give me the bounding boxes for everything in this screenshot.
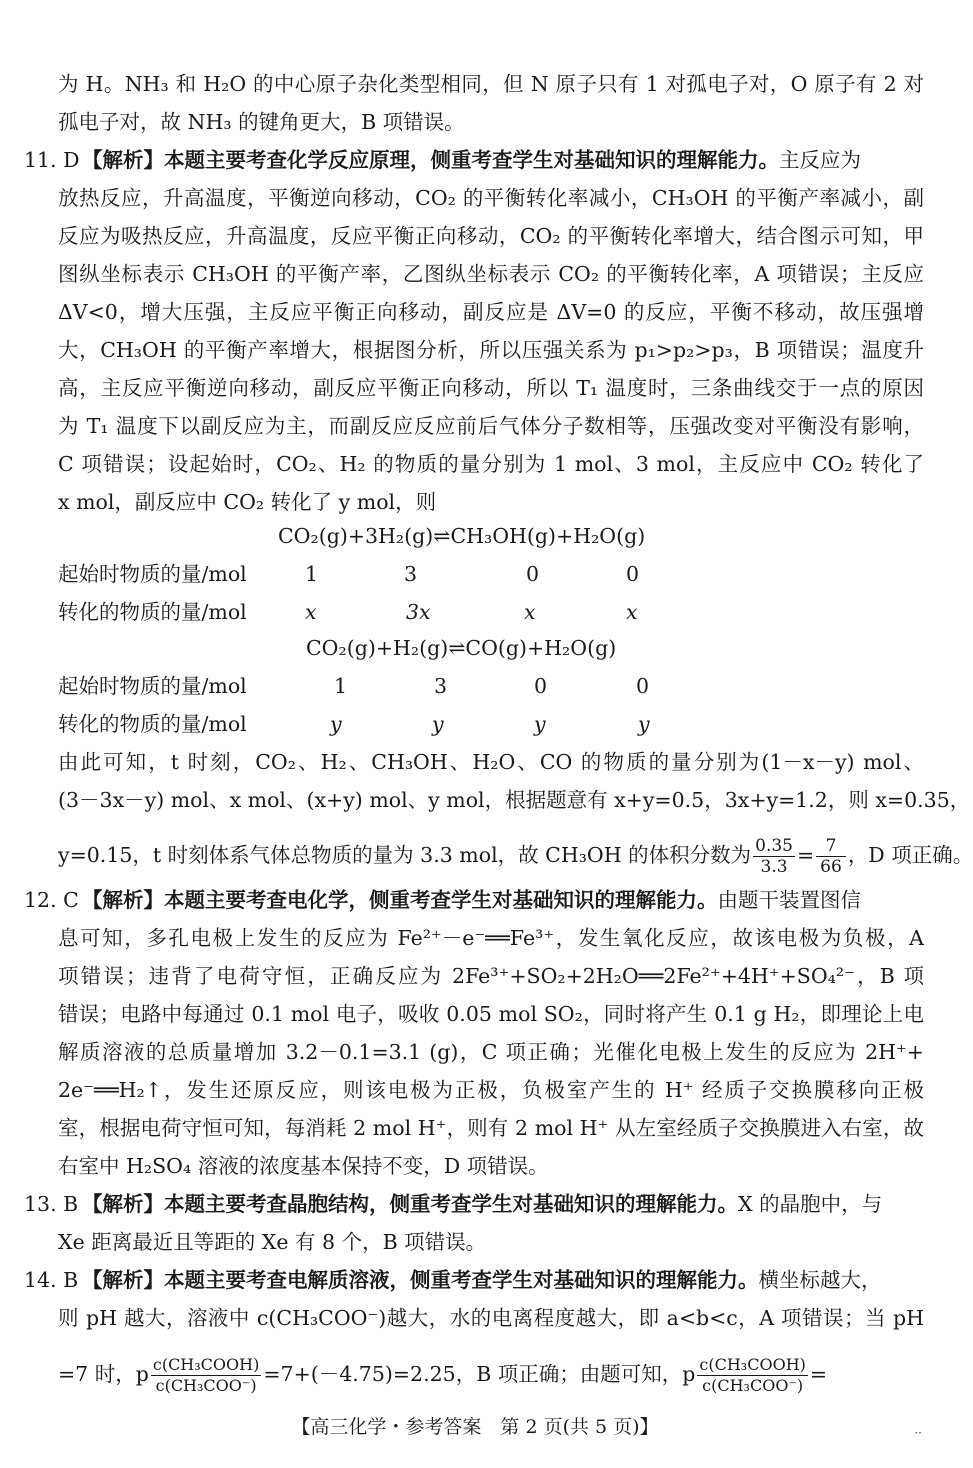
- fraction-denominator: 3.3: [760, 857, 788, 877]
- analysis-title: 【解析】本题主要考查电解质溶液，侧重考查学生对基础知识的理解能力。: [82, 1268, 759, 1292]
- table-cell: 3: [434, 674, 448, 698]
- analysis-header-13: [82, 1190, 924, 1218]
- text-line: 由此可知，t 时刻，CO₂、H₂、CH₃OH、H₂O、CO 的物质的量分别为(1－x－y) mol、: [58, 750, 924, 774]
- text-line: 孤电子对，故 NH₃ 的键角更大，B 项错误。: [58, 110, 465, 134]
- question-number-13: 13. B: [24, 1192, 79, 1216]
- text-line: 2e⁻══H₂↑，发生还原反应，则该电极为正极，负极室产生的 H⁺ 经质子交换膜移向正极: [58, 1078, 924, 1102]
- text-segment: ，D 项正确。: [847, 843, 973, 867]
- text-line: 大，CH₃OH 的平衡产率增大，根据图分析，所以压强关系为 p₁>p₂>p₃，B 项错误；温度升: [58, 338, 924, 362]
- text-line: 解质溶液的总质量增加 3.2－0.1=3.1 (g)，C 项正确；光催化电极上发生的反应为 2H⁺+: [58, 1040, 924, 1064]
- table-cell: y: [638, 712, 650, 736]
- table-cell: x: [524, 600, 536, 624]
- table-cell: 0: [636, 674, 650, 698]
- fraction: [697, 1355, 807, 1396]
- start-amount-label: 起始时物质的量/mol: [58, 562, 247, 586]
- text-line: 为 H。NH₃ 和 H₂O 的中心原子杂化类型相同，但 N 原子只有 1 对孤电子对，O 原子有 2 对: [58, 72, 924, 96]
- table-cell: x: [305, 600, 317, 624]
- fraction-denominator: c(CH₃COO⁻): [155, 1376, 257, 1395]
- fraction: [151, 1355, 261, 1396]
- text-segment: =7 时，p: [58, 1362, 149, 1386]
- analysis-text: 主反应为: [779, 148, 861, 172]
- text-line: 室，根据电荷守恒可知，每消耗 2 mol H⁺，则有 2 mol H⁺ 从左室经质子交换膜进入右室，故: [58, 1116, 924, 1140]
- corner-mark: ··: [914, 1426, 922, 1440]
- analysis-title: 【解析】本题主要考查晶胞结构，侧重考查学生对基础知识的理解能力。: [82, 1192, 738, 1216]
- change-amount-label: 转化的物质的量/mol: [58, 712, 247, 736]
- text-line: 放热反应，升高温度，平衡逆向移动，CO₂ 的平衡转化率减小，CH₃OH 的平衡产率减小，副: [58, 186, 924, 210]
- text-line: 右室中 H₂SO₄ 溶液的浓度基本保持不变，D 项错误。: [58, 1154, 549, 1178]
- change-amount-label: 转化的物质的量/mol: [58, 600, 247, 624]
- text-segment: y=0.15，t 时刻体系气体总物质的量为 3.3 mol，故 CH₃OH 的体积分数为: [58, 843, 752, 867]
- question-number-14: 14. B: [24, 1268, 79, 1292]
- fraction: [816, 836, 846, 877]
- table-cell: y: [330, 712, 342, 736]
- fraction-denominator: c(CH₃COO⁻): [702, 1376, 804, 1395]
- text-line: 息可知，多孔电极上发生的反应为 Fe²⁺－e⁻══Fe³⁺，发生氧化反应，故该电极为负极，A: [58, 926, 924, 950]
- analysis-header-11: [82, 146, 924, 174]
- table-cell: 0: [526, 562, 540, 586]
- analysis-title: 【解析】本题主要考查化学反应原理，侧重考查学生对基础知识的理解能力。: [82, 148, 779, 172]
- text-segment: =: [809, 1362, 828, 1386]
- text-line: 反应为吸热反应，升高温度，反应平衡正向移动，CO₂ 的平衡转化率增大，结合图示可知，甲: [58, 224, 924, 248]
- fraction-numerator: 7: [816, 836, 846, 857]
- side-reaction-equation: CO₂(g)+H₂(g)⇌CO(g)+H₂O(g): [306, 636, 617, 660]
- table-cell: 3: [404, 562, 418, 586]
- fraction-denominator: 66: [820, 857, 842, 877]
- text-segment: =7+(－4.75)=2.25，B 项正确；由题可知，p: [263, 1362, 696, 1386]
- text-line: x mol，副反应中 CO₂ 转化了 y mol，则: [58, 490, 437, 514]
- text-line: 高，主反应平衡逆向移动，副反应平衡正向移动，所以 T₁ 温度时，三条曲线交于一点的原因: [58, 376, 924, 400]
- text-line: 则 pH 越大，溶液中 c(CH₃COO⁻)越大，水的电离程度越大，即 a<b<c，A 项错误；当 pH: [58, 1306, 924, 1330]
- page-footer: 【高三化学・参考答案 第 2 页(共 5 页)】: [291, 1416, 659, 1438]
- fraction-line: [58, 1350, 924, 1398]
- start-amount-label: 起始时物质的量/mol: [58, 674, 247, 698]
- table-cell: 3x: [406, 600, 431, 624]
- table-cell: 1: [305, 562, 319, 586]
- text-line: (3－3x－y) mol、x mol、(x+y) mol、y mol，根据题意有 x+y=0.5，3x+y=1.2，则 x=0.35，: [58, 788, 971, 812]
- analysis-text: 横坐标越大，: [758, 1268, 882, 1292]
- table-cell: y: [432, 712, 444, 736]
- table-cell: y: [534, 712, 546, 736]
- table-cell: 0: [626, 562, 640, 586]
- table-cell: 1: [334, 674, 348, 698]
- fraction-numerator: 0.35: [755, 836, 793, 856]
- text-line: 项错误；违背了电荷守恒，正确反应为 2Fe³⁺+SO₂+2H₂O══2Fe²⁺+4H⁺+SO₄²⁻，B 项: [58, 964, 924, 988]
- table-cell: 0: [534, 674, 548, 698]
- text-line: Xe 距离最近且等距的 Xe 有 8 个，B 项错误。: [58, 1230, 487, 1254]
- analysis-header-14: [82, 1266, 924, 1294]
- analysis-title: 【解析】本题主要考查电化学，侧重考查学生对基础知识的理解能力。: [82, 888, 718, 912]
- question-number-12: 12. C: [24, 888, 79, 912]
- question-number-11: 11. D: [24, 148, 80, 172]
- analysis-text: X 的晶胞中，与: [738, 1192, 883, 1216]
- text-line: 错误；电路中每通过 0.1 mol 电子，吸收 0.05 mol SO₂，同时将产生 0.1 g H₂，即理论上电: [58, 1002, 924, 1026]
- main-reaction-equation: CO₂(g)+3H₂(g)⇌CH₃OH(g)+H₂O(g): [278, 524, 646, 548]
- text-line: 为 T₁ 温度下以副反应为主，而副反应反应前后气体分子数相等，压强改变对平衡没有影响，: [58, 414, 924, 438]
- text-line: ΔV<0，增大压强，主反应平衡正向移动，副反应是 ΔV=0 的反应，平衡不移动，故压强增: [58, 300, 924, 324]
- text-line: 图纵坐标表示 CH₃OH 的平衡产率，乙图纵坐标表示 CO₂ 的平衡转化率，A 项错误；主反应: [58, 262, 924, 286]
- fraction-numerator: c(CH₃COOH): [699, 1355, 806, 1374]
- text-line: C 项错误；设起始时，CO₂、H₂ 的物质的量分别为 1 mol、3 mol，主反应中 CO₂ 转化了: [58, 452, 924, 476]
- fraction-numerator: c(CH₃COOH): [152, 1355, 260, 1374]
- fraction-line: y=0.15，t 时刻体系气体总物质的量为 3.3 mol，故 CH₃OH 的体积分数为 $\frac{0.35}{3.3}$ = $\frac{7}{66}$ ，D 项正确。: [58, 836, 973, 877]
- analysis-header-12: [82, 886, 924, 914]
- fraction: [753, 836, 795, 877]
- analysis-text: 由题干装置图信: [717, 888, 861, 912]
- table-cell: x: [626, 600, 638, 624]
